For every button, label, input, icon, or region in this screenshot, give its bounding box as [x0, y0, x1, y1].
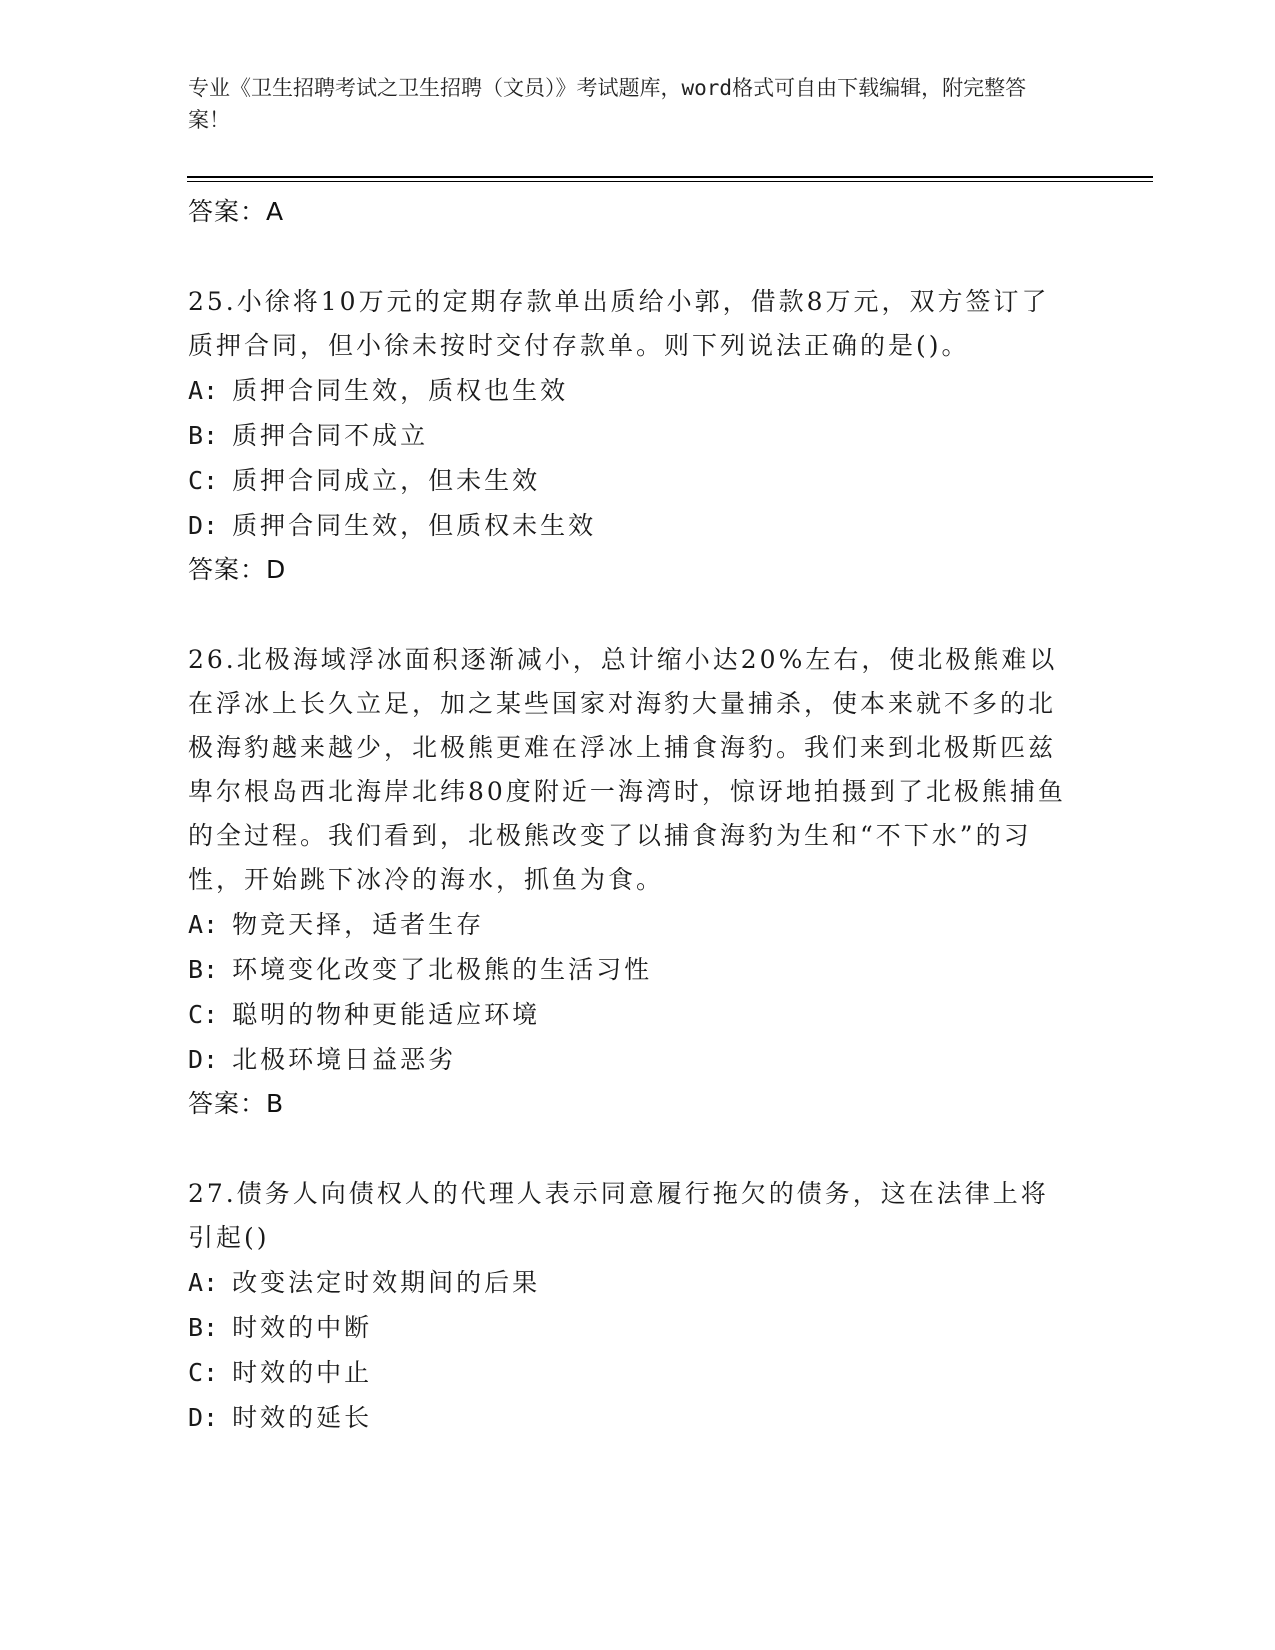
option-c [188, 458, 1068, 503]
option-key: C: [188, 1358, 219, 1387]
header-rule-thick [187, 176, 1153, 178]
option-text: 质押合同生效，质权也生效 [232, 376, 569, 405]
question-26 [188, 638, 1068, 1126]
option-a [188, 902, 1068, 947]
option-b [188, 413, 1068, 458]
option-key: C: [188, 466, 219, 495]
previous-answer: 答案：A [188, 197, 285, 226]
option-text: 聪明的物种更能适应环境 [232, 1000, 541, 1029]
option-b [188, 1305, 1068, 1350]
option-c [188, 992, 1068, 1037]
option-text: 时效的中断 [232, 1313, 373, 1342]
option-key: B: [188, 1313, 219, 1342]
option-text: 北极环境日益恶劣 [232, 1045, 457, 1074]
question-list [188, 190, 1068, 1440]
option-key: A: [188, 376, 219, 405]
question-27 [188, 1172, 1068, 1440]
option-text: 环境变化改变了北极熊的生活习性 [232, 955, 653, 984]
question-stem: 26.北极海域浮冰面积逐渐减小，总计缩小达20%左右，使北极熊难以在浮冰上长久立足，加之某些国家对海豹大量捕杀，使本来就不多的北极海豹越来越少，北极熊更难在浮冰上捕食海豹。我们来到北极斯匹兹卑尔根岛西北海岸北纬80度附近一海湾时，惊讶地拍摄到了北极熊捕鱼的全过程。我们看到，北极熊改变了以捕食海豹为生和“不下水”的习性，开始跳下冰冷的海水，抓鱼为食。 [188, 645, 1066, 894]
option-c [188, 1350, 1068, 1395]
option-d [188, 1395, 1068, 1440]
option-key: B: [188, 955, 219, 984]
option-key: A: [188, 910, 219, 939]
answer-line: 答案：B [188, 1089, 285, 1118]
page-header: 专业《卫生招聘考试之卫生招聘（文员）》考试题库，word格式可自由下载编辑，附完整答案！ [188, 76, 1027, 132]
option-a [188, 368, 1068, 413]
option-text: 时效的延长 [232, 1403, 373, 1432]
header-rule-thin [187, 181, 1153, 182]
option-b [188, 947, 1068, 992]
option-text: 时效的中止 [232, 1358, 373, 1387]
option-key: D: [188, 511, 219, 540]
question-stem: 25.小徐将10万元的定期存款单出质给小郭，借款8万元，双方签订了质押合同，但小徐未按时交付存款单。则下列说法正确的是()。 [188, 287, 1050, 360]
option-text: 改变法定时效期间的后果 [232, 1268, 541, 1297]
option-key: B: [188, 421, 219, 450]
option-key: C: [188, 1000, 219, 1029]
question-25 [188, 280, 1068, 592]
option-text: 物竞天择，适者生存 [232, 910, 485, 939]
option-key: A: [188, 1268, 219, 1297]
question-stem: 27.债务人向债权人的代理人表示同意履行拖欠的债务，这在法律上将引起() [188, 1179, 1049, 1252]
option-d [188, 503, 1068, 548]
option-d [188, 1037, 1068, 1082]
option-key: D: [188, 1403, 219, 1432]
option-text: 质押合同成立，但未生效 [232, 466, 541, 495]
option-text: 质押合同生效，但质权未生效 [232, 511, 597, 540]
option-key: D: [188, 1045, 219, 1074]
option-text: 质押合同不成立 [232, 421, 429, 450]
answer-line: 答案：D [188, 555, 287, 584]
option-a [188, 1260, 1068, 1305]
